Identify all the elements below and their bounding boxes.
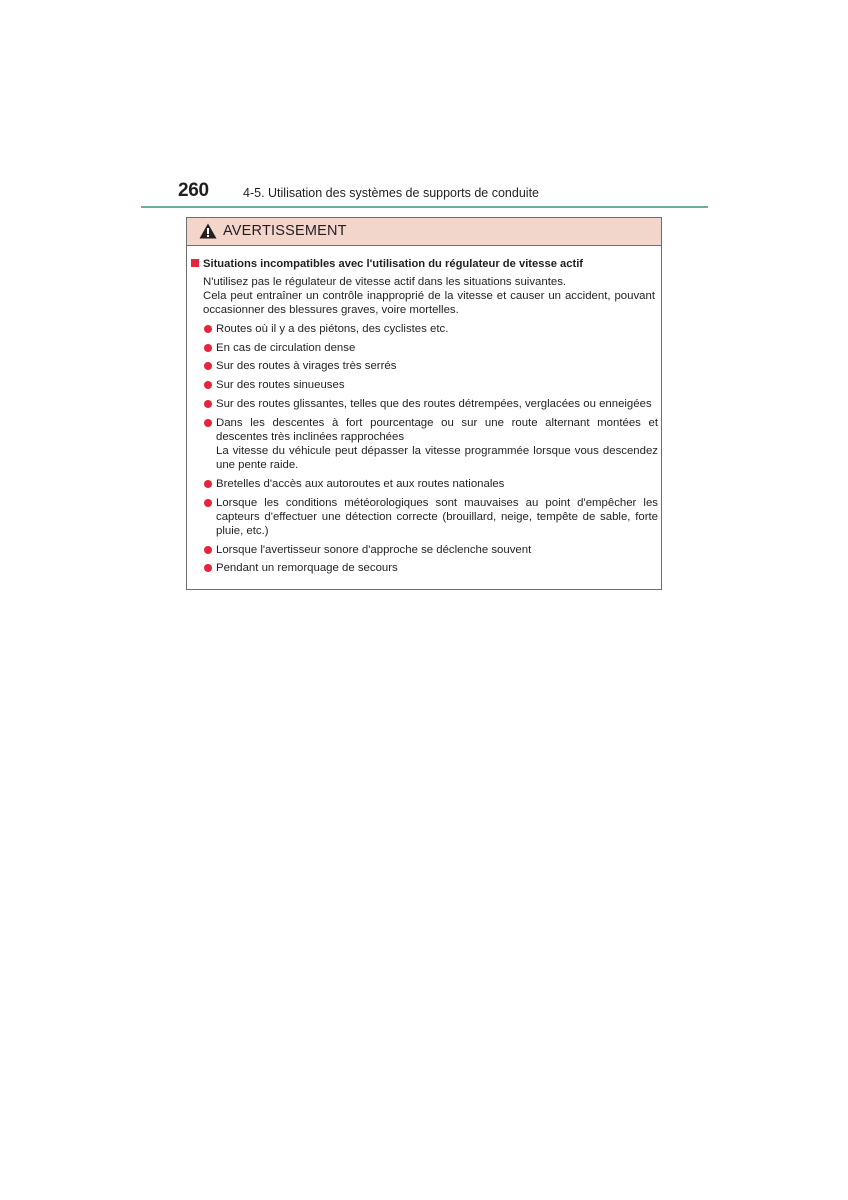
list-item-text: Lorsque l'avertisseur sonore d'approche se déclenche souvent (216, 543, 532, 556)
list-item (203, 416, 658, 473)
header-rule (141, 206, 708, 208)
list-item (203, 561, 658, 575)
list-item (203, 397, 658, 411)
list-item (203, 322, 658, 336)
list-item-note: La vitesse du véhicule peut dépasser la vitesse programmée lorsque vous descendez une pente raide. (216, 444, 658, 472)
list-item-text: Routes où il y a des piétons, des cyclistes etc. (216, 323, 449, 335)
list-item-text: Sur des routes glissantes, telles que des routes détrempées, verglacées ou enneigées (216, 397, 652, 410)
situation-list (203, 322, 658, 580)
list-item (203, 341, 658, 355)
intro-line: N'utilisez pas le régulateur de vitesse actif dans les situations suivantes. (203, 276, 567, 288)
red-bullet-icon (204, 362, 212, 370)
warning-title-bar (187, 218, 661, 246)
list-item (203, 496, 658, 539)
red-bullet-icon (204, 344, 212, 352)
list-item (203, 378, 658, 392)
warning-box (186, 217, 662, 590)
list-item-text: En cas de circulation dense (216, 341, 356, 354)
red-bullet-icon (204, 480, 212, 488)
page-number: 260 (178, 180, 209, 201)
warning-title: AVERTISSEMENT (223, 223, 347, 239)
warning-triangle-icon (199, 223, 217, 239)
red-bullet-icon (204, 400, 212, 408)
list-item (203, 477, 658, 491)
section-title: 4-5. Utilisation des systèmes de supports de conduite (243, 186, 539, 200)
list-item (203, 359, 658, 373)
list-item-text: Sur des routes à virages très serrés (216, 360, 397, 373)
page-header (141, 178, 708, 210)
list-item-text: Dans les descentes à fort pourcentage ou sur une route alternant montées et descentes très inclinées rapprochées (216, 416, 658, 443)
red-bullet-icon (204, 564, 212, 572)
list-item-text: Sur des routes sinueuses (216, 379, 345, 392)
red-square-icon (191, 259, 199, 267)
list-item-text: Lorsque les conditions météorologiques sont mauvaises au point d'empêcher les capteurs d'effectuer une détection correcte (brouillard, neige, tempête de sable, forte pluie, etc.) (216, 496, 658, 537)
red-bullet-icon (204, 546, 212, 554)
red-bullet-icon (204, 419, 212, 427)
warning-intro (203, 275, 655, 318)
list-item-text: Pendant un remorquage de secours (216, 562, 398, 575)
red-bullet-icon (204, 381, 212, 389)
intro-line: Cela peut entraîner un contrôle inapproprié de la vitesse et causer un accident, pouvant occasionner des blessures graves, voire mortelles. (203, 290, 655, 317)
subheading-text: Situations incompatibles avec l'utilisation du régulateur de vitesse actif (203, 258, 584, 270)
warning-subheading (191, 257, 583, 271)
red-bullet-icon (204, 499, 212, 507)
red-bullet-icon (204, 325, 212, 333)
list-item (203, 543, 658, 557)
list-item-text: Bretelles d'accès aux autoroutes et aux routes nationales (216, 477, 505, 490)
